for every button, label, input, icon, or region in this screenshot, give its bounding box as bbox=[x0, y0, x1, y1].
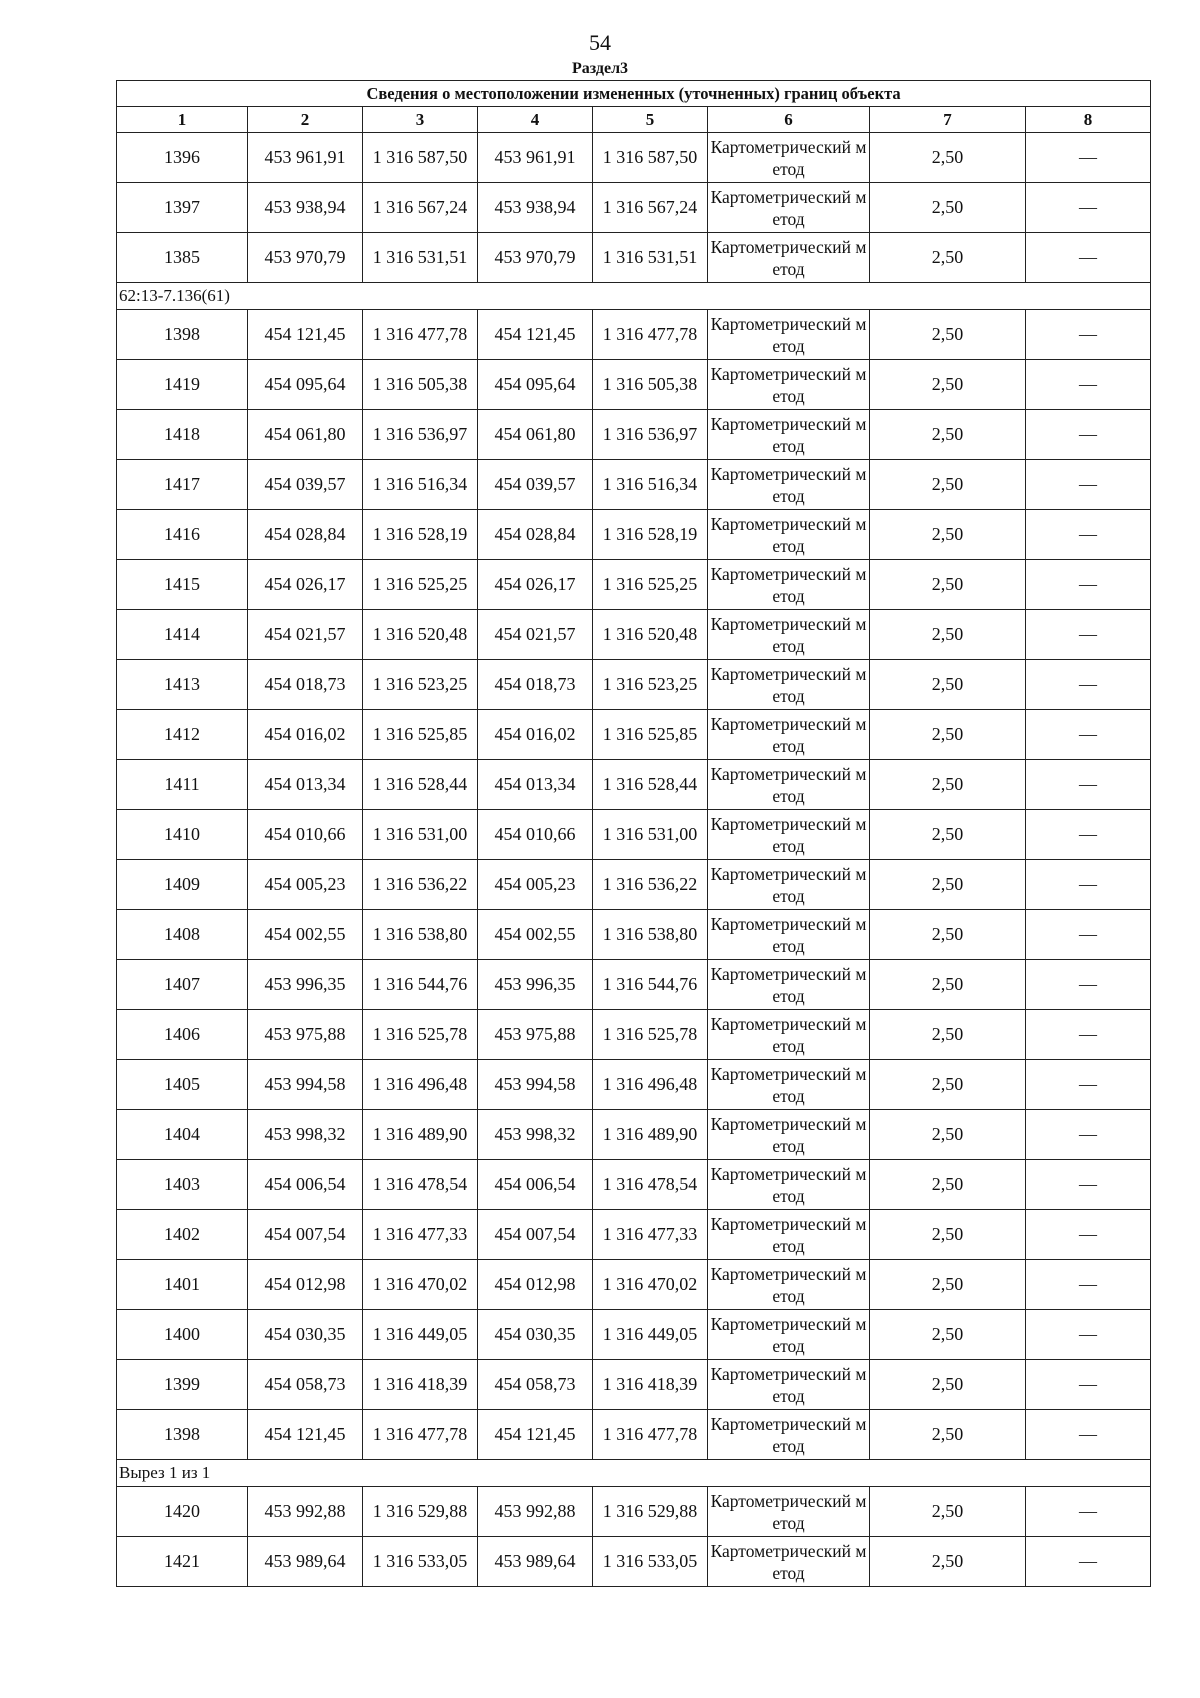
method-cell bbox=[708, 860, 870, 910]
existing-x-cell: 453 989,64 bbox=[248, 1537, 363, 1587]
existing-y-cell: 1 316 478,54 bbox=[363, 1160, 478, 1210]
point-number-cell: 1399 bbox=[117, 1360, 248, 1410]
refined-y-cell: 1 316 531,00 bbox=[593, 810, 708, 860]
existing-y-cell: 1 316 544,76 bbox=[363, 960, 478, 1010]
existing-y-cell: 1 316 505,38 bbox=[363, 360, 478, 410]
accuracy-cell: 2,50 bbox=[870, 1537, 1026, 1587]
existing-y-cell: 1 316 470,02 bbox=[363, 1260, 478, 1310]
refined-y-cell: 1 316 477,33 bbox=[593, 1210, 708, 1260]
method-cell bbox=[708, 1010, 870, 1060]
method-cell bbox=[708, 960, 870, 1010]
note-cell: — bbox=[1026, 410, 1151, 460]
refined-y-cell: 1 316 477,78 bbox=[593, 1410, 708, 1460]
refined-y-cell: 1 316 477,78 bbox=[593, 310, 708, 360]
method-cell bbox=[708, 1410, 870, 1460]
point-number-cell: 1407 bbox=[117, 960, 248, 1010]
method-cell bbox=[708, 1060, 870, 1110]
existing-x-cell: 454 028,84 bbox=[248, 510, 363, 560]
accuracy-cell: 2,50 bbox=[870, 133, 1026, 183]
point-number-cell: 1418 bbox=[117, 410, 248, 460]
column-number: 4 bbox=[478, 107, 593, 133]
point-number-cell: 1410 bbox=[117, 810, 248, 860]
note-cell: — bbox=[1026, 233, 1151, 283]
method-cell bbox=[708, 1110, 870, 1160]
existing-y-cell: 1 316 525,25 bbox=[363, 560, 478, 610]
refined-y-cell: 1 316 470,02 bbox=[593, 1260, 708, 1310]
point-number-cell: 1417 bbox=[117, 460, 248, 510]
method-text: Картометрический метод bbox=[710, 186, 867, 229]
note-cell: — bbox=[1026, 1260, 1151, 1310]
accuracy-cell: 2,50 bbox=[870, 1487, 1026, 1537]
note-cell: — bbox=[1026, 760, 1151, 810]
refined-x-cell: 454 121,45 bbox=[478, 310, 593, 360]
note-cell: — bbox=[1026, 1110, 1151, 1160]
existing-x-cell: 453 938,94 bbox=[248, 183, 363, 233]
note-cell: — bbox=[1026, 960, 1151, 1010]
accuracy-cell: 2,50 bbox=[870, 460, 1026, 510]
existing-x-cell: 454 026,17 bbox=[248, 560, 363, 610]
group-header-row bbox=[117, 283, 1151, 310]
refined-x-cell: 453 961,91 bbox=[478, 133, 593, 183]
refined-x-cell: 454 026,17 bbox=[478, 560, 593, 610]
refined-y-cell: 1 316 531,51 bbox=[593, 233, 708, 283]
refined-y-cell: 1 316 449,05 bbox=[593, 1310, 708, 1360]
accuracy-cell: 2,50 bbox=[870, 760, 1026, 810]
method-cell bbox=[708, 760, 870, 810]
table-row bbox=[117, 1487, 1151, 1537]
refined-y-cell: 1 316 525,25 bbox=[593, 560, 708, 610]
refined-x-cell: 454 013,34 bbox=[478, 760, 593, 810]
table-row bbox=[117, 1310, 1151, 1360]
accuracy-cell: 2,50 bbox=[870, 510, 1026, 560]
note-cell: — bbox=[1026, 1487, 1151, 1537]
method-text: Картометрический метод bbox=[710, 763, 867, 806]
method-cell bbox=[708, 1160, 870, 1210]
existing-y-cell: 1 316 536,22 bbox=[363, 860, 478, 910]
refined-x-cell: 453 989,64 bbox=[478, 1537, 593, 1587]
refined-x-cell: 453 998,32 bbox=[478, 1110, 593, 1160]
refined-x-cell: 453 970,79 bbox=[478, 233, 593, 283]
existing-x-cell: 454 010,66 bbox=[248, 810, 363, 860]
table-row bbox=[117, 860, 1151, 910]
point-number-cell: 1409 bbox=[117, 860, 248, 910]
method-cell bbox=[708, 610, 870, 660]
table-row bbox=[117, 1010, 1151, 1060]
point-number-cell: 1416 bbox=[117, 510, 248, 560]
method-text: Картометрический метод bbox=[710, 1063, 867, 1106]
accuracy-cell: 2,50 bbox=[870, 1160, 1026, 1210]
table-row bbox=[117, 610, 1151, 660]
note-cell: — bbox=[1026, 1010, 1151, 1060]
refined-x-cell: 454 058,73 bbox=[478, 1360, 593, 1410]
method-text: Картометрический метод bbox=[710, 513, 867, 556]
method-text: Картометрический метод bbox=[710, 463, 867, 506]
method-text: Картометрический метод bbox=[710, 563, 867, 606]
table-row bbox=[117, 710, 1151, 760]
note-cell: — bbox=[1026, 810, 1151, 860]
point-number-cell: 1408 bbox=[117, 910, 248, 960]
refined-x-cell: 454 007,54 bbox=[478, 1210, 593, 1260]
existing-y-cell: 1 316 538,80 bbox=[363, 910, 478, 960]
existing-x-cell: 454 005,23 bbox=[248, 860, 363, 910]
method-text: Картометрический метод bbox=[710, 1490, 867, 1533]
refined-x-cell: 454 010,66 bbox=[478, 810, 593, 860]
existing-x-cell: 454 030,35 bbox=[248, 1310, 363, 1360]
table-row bbox=[117, 360, 1151, 410]
accuracy-cell: 2,50 bbox=[870, 1360, 1026, 1410]
method-text: Картометрический метод bbox=[710, 1013, 867, 1056]
refined-x-cell: 453 996,35 bbox=[478, 960, 593, 1010]
point-number-cell: 1398 bbox=[117, 310, 248, 360]
point-number-cell: 1404 bbox=[117, 1110, 248, 1160]
table-row bbox=[117, 1060, 1151, 1110]
accuracy-cell: 2,50 bbox=[870, 410, 1026, 460]
table-row bbox=[117, 1360, 1151, 1410]
table-row bbox=[117, 560, 1151, 610]
note-cell: — bbox=[1026, 1160, 1151, 1210]
method-cell bbox=[708, 1310, 870, 1360]
table-row bbox=[117, 1210, 1151, 1260]
existing-x-cell: 454 039,57 bbox=[248, 460, 363, 510]
refined-x-cell: 454 021,57 bbox=[478, 610, 593, 660]
existing-x-cell: 453 998,32 bbox=[248, 1110, 363, 1160]
column-number: 7 bbox=[870, 107, 1026, 133]
accuracy-cell: 2,50 bbox=[870, 610, 1026, 660]
note-cell: — bbox=[1026, 560, 1151, 610]
refined-y-cell: 1 316 536,22 bbox=[593, 860, 708, 910]
refined-y-cell: 1 316 516,34 bbox=[593, 460, 708, 510]
refined-y-cell: 1 316 496,48 bbox=[593, 1060, 708, 1110]
existing-x-cell: 454 058,73 bbox=[248, 1360, 363, 1410]
point-number-cell: 1419 bbox=[117, 360, 248, 410]
existing-x-cell: 453 996,35 bbox=[248, 960, 363, 1010]
existing-y-cell: 1 316 528,44 bbox=[363, 760, 478, 810]
note-cell: — bbox=[1026, 660, 1151, 710]
existing-x-cell: 454 016,02 bbox=[248, 710, 363, 760]
accuracy-cell: 2,50 bbox=[870, 1010, 1026, 1060]
method-cell bbox=[708, 1487, 870, 1537]
table-row bbox=[117, 960, 1151, 1010]
accuracy-cell: 2,50 bbox=[870, 1310, 1026, 1360]
column-number: 8 bbox=[1026, 107, 1151, 133]
table-row bbox=[117, 660, 1151, 710]
method-text: Картометрический метод bbox=[710, 663, 867, 706]
existing-x-cell: 454 018,73 bbox=[248, 660, 363, 710]
table-row bbox=[117, 310, 1151, 360]
method-text: Картометрический метод bbox=[710, 1163, 867, 1206]
table-row bbox=[117, 510, 1151, 560]
method-cell bbox=[708, 510, 870, 560]
table-caption: Сведения о местоположении измененных (уточненных) границ объекта bbox=[117, 81, 1151, 107]
note-cell: — bbox=[1026, 183, 1151, 233]
existing-x-cell: 454 021,57 bbox=[248, 610, 363, 660]
existing-x-cell: 454 121,45 bbox=[248, 310, 363, 360]
refined-x-cell: 454 012,98 bbox=[478, 1260, 593, 1310]
accuracy-cell: 2,50 bbox=[870, 1410, 1026, 1460]
table-caption-row bbox=[117, 81, 1151, 107]
point-number-cell: 1405 bbox=[117, 1060, 248, 1110]
method-cell bbox=[708, 1260, 870, 1310]
method-text: Картометрический метод bbox=[710, 1313, 867, 1356]
refined-x-cell: 454 061,80 bbox=[478, 410, 593, 460]
existing-y-cell: 1 316 587,50 bbox=[363, 133, 478, 183]
refined-y-cell: 1 316 529,88 bbox=[593, 1487, 708, 1537]
table-row bbox=[117, 1260, 1151, 1310]
refined-x-cell: 454 006,54 bbox=[478, 1160, 593, 1210]
existing-x-cell: 454 095,64 bbox=[248, 360, 363, 410]
method-cell bbox=[708, 710, 870, 760]
existing-x-cell: 453 975,88 bbox=[248, 1010, 363, 1060]
refined-x-cell: 453 975,88 bbox=[478, 1010, 593, 1060]
refined-x-cell: 454 028,84 bbox=[478, 510, 593, 560]
existing-y-cell: 1 316 536,97 bbox=[363, 410, 478, 460]
table-row bbox=[117, 810, 1151, 860]
column-number: 5 bbox=[593, 107, 708, 133]
existing-x-cell: 454 013,34 bbox=[248, 760, 363, 810]
refined-y-cell: 1 316 478,54 bbox=[593, 1160, 708, 1210]
note-cell: — bbox=[1026, 510, 1151, 560]
method-cell bbox=[708, 310, 870, 360]
point-number-cell: 1414 bbox=[117, 610, 248, 660]
refined-y-cell: 1 316 489,90 bbox=[593, 1110, 708, 1160]
refined-x-cell: 454 005,23 bbox=[478, 860, 593, 910]
refined-y-cell: 1 316 587,50 bbox=[593, 133, 708, 183]
accuracy-cell: 2,50 bbox=[870, 660, 1026, 710]
table-row bbox=[117, 1410, 1151, 1460]
table-row bbox=[117, 133, 1151, 183]
accuracy-cell: 2,50 bbox=[870, 710, 1026, 760]
refined-y-cell: 1 316 528,19 bbox=[593, 510, 708, 560]
note-cell: — bbox=[1026, 710, 1151, 760]
point-number-cell: 1397 bbox=[117, 183, 248, 233]
method-text: Картометрический метод bbox=[710, 313, 867, 356]
note-cell: — bbox=[1026, 1210, 1151, 1260]
existing-y-cell: 1 316 525,85 bbox=[363, 710, 478, 760]
existing-y-cell: 1 316 516,34 bbox=[363, 460, 478, 510]
refined-x-cell: 454 030,35 bbox=[478, 1310, 593, 1360]
column-number-row bbox=[117, 107, 1151, 133]
refined-y-cell: 1 316 525,85 bbox=[593, 710, 708, 760]
method-cell bbox=[708, 1360, 870, 1410]
refined-y-cell: 1 316 538,80 bbox=[593, 910, 708, 960]
method-text: Картометрический метод bbox=[710, 136, 867, 179]
note-cell: — bbox=[1026, 860, 1151, 910]
refined-x-cell: 453 994,58 bbox=[478, 1060, 593, 1110]
point-number-cell: 1421 bbox=[117, 1537, 248, 1587]
method-text: Картометрический метод bbox=[710, 413, 867, 456]
method-text: Картометрический метод bbox=[710, 1213, 867, 1256]
accuracy-cell: 2,50 bbox=[870, 560, 1026, 610]
refined-y-cell: 1 316 567,24 bbox=[593, 183, 708, 233]
method-cell bbox=[708, 183, 870, 233]
method-text: Картометрический метод bbox=[710, 1413, 867, 1456]
method-cell bbox=[708, 810, 870, 860]
method-cell bbox=[708, 133, 870, 183]
method-text: Картометрический метод bbox=[710, 1363, 867, 1406]
note-cell: — bbox=[1026, 910, 1151, 960]
method-text: Картометрический метод bbox=[710, 363, 867, 406]
existing-y-cell: 1 316 525,78 bbox=[363, 1010, 478, 1060]
existing-y-cell: 1 316 477,78 bbox=[363, 310, 478, 360]
existing-x-cell: 453 994,58 bbox=[248, 1060, 363, 1110]
group-header-row bbox=[117, 1460, 1151, 1487]
table-row bbox=[117, 760, 1151, 810]
existing-x-cell: 454 007,54 bbox=[248, 1210, 363, 1260]
existing-y-cell: 1 316 567,24 bbox=[363, 183, 478, 233]
refined-y-cell: 1 316 533,05 bbox=[593, 1537, 708, 1587]
column-number: 2 bbox=[248, 107, 363, 133]
accuracy-cell: 2,50 bbox=[870, 233, 1026, 283]
existing-y-cell: 1 316 449,05 bbox=[363, 1310, 478, 1360]
method-text: Картометрический метод bbox=[710, 813, 867, 856]
point-number-cell: 1406 bbox=[117, 1010, 248, 1060]
method-cell bbox=[708, 560, 870, 610]
existing-x-cell: 454 012,98 bbox=[248, 1260, 363, 1310]
existing-y-cell: 1 316 489,90 bbox=[363, 1110, 478, 1160]
existing-x-cell: 454 002,55 bbox=[248, 910, 363, 960]
refined-x-cell: 454 095,64 bbox=[478, 360, 593, 410]
note-cell: — bbox=[1026, 1537, 1151, 1587]
refined-y-cell: 1 316 528,44 bbox=[593, 760, 708, 810]
point-number-cell: 1396 bbox=[117, 133, 248, 183]
refined-x-cell: 454 018,73 bbox=[478, 660, 593, 710]
existing-y-cell: 1 316 531,51 bbox=[363, 233, 478, 283]
point-number-cell: 1401 bbox=[117, 1260, 248, 1310]
section-title: Раздел3 bbox=[571, 60, 629, 77]
method-cell bbox=[708, 1210, 870, 1260]
refined-x-cell: 454 016,02 bbox=[478, 710, 593, 760]
table-row bbox=[117, 910, 1151, 960]
method-cell bbox=[708, 360, 870, 410]
accuracy-cell: 2,50 bbox=[870, 1210, 1026, 1260]
point-number-cell: 1400 bbox=[117, 1310, 248, 1360]
existing-x-cell: 453 992,88 bbox=[248, 1487, 363, 1537]
point-number-cell: 1398 bbox=[117, 1410, 248, 1460]
point-number-cell: 1411 bbox=[117, 760, 248, 810]
method-cell bbox=[708, 1537, 870, 1587]
column-number: 1 bbox=[117, 107, 248, 133]
existing-y-cell: 1 316 496,48 bbox=[363, 1060, 478, 1110]
accuracy-cell: 2,50 bbox=[870, 1110, 1026, 1160]
table-row bbox=[117, 1110, 1151, 1160]
page-number: 54 bbox=[589, 30, 611, 55]
existing-y-cell: 1 316 533,05 bbox=[363, 1537, 478, 1587]
note-cell: — bbox=[1026, 310, 1151, 360]
table-body bbox=[117, 133, 1151, 1587]
accuracy-cell: 2,50 bbox=[870, 860, 1026, 910]
table-row bbox=[117, 460, 1151, 510]
method-cell bbox=[708, 910, 870, 960]
refined-y-cell: 1 316 418,39 bbox=[593, 1360, 708, 1410]
existing-y-cell: 1 316 477,33 bbox=[363, 1210, 478, 1260]
existing-x-cell: 453 970,79 bbox=[248, 233, 363, 283]
method-text: Картометрический метод bbox=[710, 863, 867, 906]
accuracy-cell: 2,50 bbox=[870, 183, 1026, 233]
method-text: Картометрический метод bbox=[710, 613, 867, 656]
method-text: Картометрический метод bbox=[710, 1263, 867, 1306]
refined-x-cell: 454 121,45 bbox=[478, 1410, 593, 1460]
note-cell: — bbox=[1026, 460, 1151, 510]
point-number-cell: 1403 bbox=[117, 1160, 248, 1210]
method-text: Картометрический метод bbox=[710, 1113, 867, 1156]
point-number-cell: 1385 bbox=[117, 233, 248, 283]
method-text: Картометрический метод bbox=[710, 963, 867, 1006]
accuracy-cell: 2,50 bbox=[870, 310, 1026, 360]
coordinates-table bbox=[116, 80, 1151, 1587]
existing-y-cell: 1 316 523,25 bbox=[363, 660, 478, 710]
refined-y-cell: 1 316 523,25 bbox=[593, 660, 708, 710]
refined-y-cell: 1 316 525,78 bbox=[593, 1010, 708, 1060]
existing-y-cell: 1 316 529,88 bbox=[363, 1487, 478, 1537]
table-row bbox=[117, 410, 1151, 460]
accuracy-cell: 2,50 bbox=[870, 1060, 1026, 1110]
note-cell: — bbox=[1026, 1060, 1151, 1110]
group-label: 62:13-7.136(61) bbox=[117, 283, 1151, 310]
refined-y-cell: 1 316 536,97 bbox=[593, 410, 708, 460]
existing-x-cell: 454 061,80 bbox=[248, 410, 363, 460]
refined-x-cell: 454 002,55 bbox=[478, 910, 593, 960]
note-cell: — bbox=[1026, 610, 1151, 660]
existing-y-cell: 1 316 418,39 bbox=[363, 1360, 478, 1410]
method-text: Картометрический метод bbox=[710, 913, 867, 956]
method-cell bbox=[708, 233, 870, 283]
column-number: 3 bbox=[363, 107, 478, 133]
accuracy-cell: 2,50 bbox=[870, 1260, 1026, 1310]
refined-y-cell: 1 316 505,38 bbox=[593, 360, 708, 410]
table-row bbox=[117, 183, 1151, 233]
note-cell: — bbox=[1026, 133, 1151, 183]
point-number-cell: 1402 bbox=[117, 1210, 248, 1260]
table-row bbox=[117, 1160, 1151, 1210]
point-number-cell: 1415 bbox=[117, 560, 248, 610]
existing-x-cell: 454 121,45 bbox=[248, 1410, 363, 1460]
note-cell: — bbox=[1026, 1310, 1151, 1360]
table-row bbox=[117, 233, 1151, 283]
refined-y-cell: 1 316 544,76 bbox=[593, 960, 708, 1010]
existing-y-cell: 1 316 531,00 bbox=[363, 810, 478, 860]
method-cell bbox=[708, 460, 870, 510]
point-number-cell: 1420 bbox=[117, 1487, 248, 1537]
table-row bbox=[117, 1537, 1151, 1587]
refined-x-cell: 454 039,57 bbox=[478, 460, 593, 510]
refined-x-cell: 453 992,88 bbox=[478, 1487, 593, 1537]
method-text: Картометрический метод bbox=[710, 1540, 867, 1583]
point-number-cell: 1413 bbox=[117, 660, 248, 710]
column-number: 6 bbox=[708, 107, 870, 133]
note-cell: — bbox=[1026, 1360, 1151, 1410]
method-cell bbox=[708, 660, 870, 710]
refined-x-cell: 453 938,94 bbox=[478, 183, 593, 233]
note-cell: — bbox=[1026, 1410, 1151, 1460]
method-cell bbox=[708, 410, 870, 460]
note-cell: — bbox=[1026, 360, 1151, 410]
existing-y-cell: 1 316 528,19 bbox=[363, 510, 478, 560]
existing-x-cell: 454 006,54 bbox=[248, 1160, 363, 1210]
point-number-cell: 1412 bbox=[117, 710, 248, 760]
refined-y-cell: 1 316 520,48 bbox=[593, 610, 708, 660]
existing-x-cell: 453 961,91 bbox=[248, 133, 363, 183]
accuracy-cell: 2,50 bbox=[870, 810, 1026, 860]
accuracy-cell: 2,50 bbox=[870, 360, 1026, 410]
group-label: Вырез 1 из 1 bbox=[117, 1460, 1151, 1487]
accuracy-cell: 2,50 bbox=[870, 960, 1026, 1010]
existing-y-cell: 1 316 477,78 bbox=[363, 1410, 478, 1460]
existing-y-cell: 1 316 520,48 bbox=[363, 610, 478, 660]
method-text: Картометрический метод bbox=[710, 713, 867, 756]
accuracy-cell: 2,50 bbox=[870, 910, 1026, 960]
method-text: Картометрический метод bbox=[710, 236, 867, 279]
